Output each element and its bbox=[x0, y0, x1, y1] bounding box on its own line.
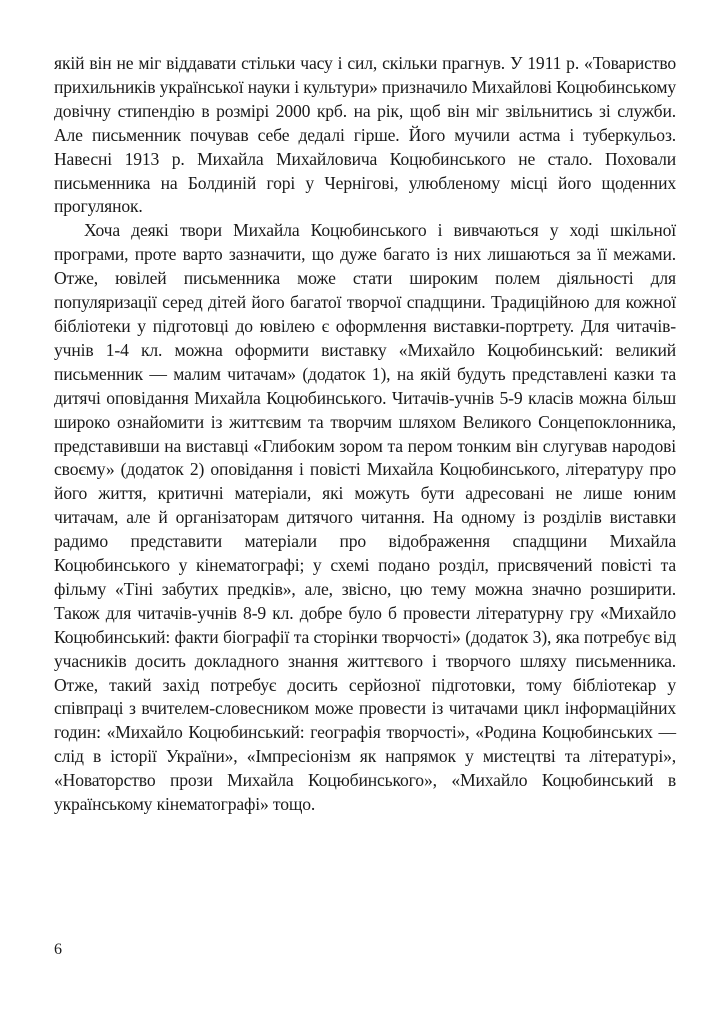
paragraph-main: Хоча деякі твори Михайла Коцюбинського і вивчаються у ході шкільної програми, проте варто зазначити, що дуже багато із них лишаються за її межами. Отже, ювілей письменника може стати широким полем діяльності для популяризації серед дітей його багатої творчої спадщини. Традиційною для кожної бібліотеки у підготовці до ювілею є оформлення виставки-портрету. Для читачів-учнів 1-4 кл. можна оформити виставку «Михайло Коцюбинський: великий письменник — малим читачам» (додаток 1), на якій будуть представлені казки та дитячі оповідання Михайла Коцюбинського. Читачів-учнів 5-9 класів можна більш широко ознайомити із життєвим та творчим шляхом Великого Сонцепоклонника, представивши на виставці «Глибоким зором та пером тонким він слугував народові своєму» (додаток 2) оповідання і повісті Михайла Коцюбинського, літературу про його життя, критичні матеріали, які можуть бути адресовані не лише юним читачам, але й організаторам дитячого читання. На одному із розділів виставки радимо представити матеріали про відображення спадщини Михайла Коцюбинського у кінематографі; у схемі подано розділ, присвячений повісті та фільму «Тіні забутих предків», але, звісно, цю тему можна значно розширити. Також для читачів-учнів 8-9 кл. добре було б провести літературну гру «Михайло Коцюбинський: факти біографії та сторінки творчості» (додаток 3), яка потребує від учасників досить докладного знання життєвого і творчого шляху письменника. Отже, такий захід потребує досить серйозної підготовки, тому бібліотекар у співпраці з вчителем-словесником може провести із читачами цикл інформаційних годин: «Михайло Коцюбинський: географія творчості», «Родина Коцюбинських — слід в історії України», «Імпресіонізм як напрямок у мистецтві та літературі», «Новаторство прози Михайла Коцюбинського», «Михайло Коцюбинський в українському кінематографі» тощо. bbox=[54, 220, 676, 815]
page-body bbox=[54, 52, 676, 817]
paragraph-continuation: якій він не міг віддавати стільки часу і сил, скільки прагнув. У 1911 р. «Товариство прихильників української науки і культури» призначило Михайлові Коцюбинському довічну стипендію в розмірі 2000 крб. на рік, щоб він міг звільнитись зі служби. Але письменник почував себе дедалі гірше. Його мучили астма і туберкульоз. Навесні 1913 р. Михайла Михайловича Коцюбинського не стало. Поховали письменника на Болдиній горі у Чернігові, улюбленому місці його щоденних прогулянок. bbox=[54, 53, 677, 217]
page-number: 6 bbox=[54, 941, 62, 958]
